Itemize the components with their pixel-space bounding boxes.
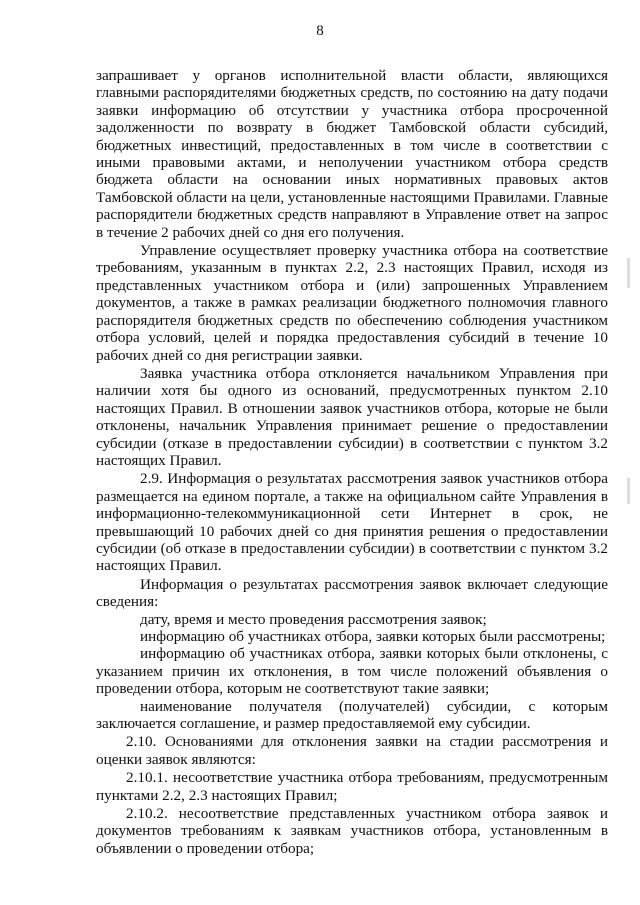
- paragraph-info-includes: Информация о результатах рассмотрения заявок включает следующие сведения:: [96, 575, 608, 611]
- paragraph-2-10: 2.10. Основаниями для отклонения заявки на стадии рассмотрения и оценки заявок являются:: [96, 733, 608, 768]
- scan-margin-mark: [627, 258, 630, 288]
- list-item-reviewed: информацию об участниках отбора, заявки которых были рассмотрены;: [140, 628, 606, 645]
- paragraph-2-10-2: 2.10.2. несоответствие представленных участником отбора заявок и документов требованиям к заявкам участников отбора, установленным в объявлении о проведении отбора;: [96, 805, 608, 857]
- paragraph-1: запрашивает у органов исполнительной власти области, являющихся главными распорядителями бюджетных средств, по состоянию на дату подачи заявки информацию об отсутствии у участника отбора просроченной задолженности по возврату в бюджет Тамбовской области субсидий, бюджетных инвестиций, предоставленных в том числе в соответствии с иными правовыми актами, и неполучении участником отбора средств бюджета области на основании иных нормативных правовых актов Тамбовской области на цели, установленные настоящими Правилами. Главные распорядители бюджетных средств направляют в Управление ответ на запрос в течение 2 рабочих дней со дня его получения.: [96, 67, 608, 241]
- paragraph-2: Управление осуществляет проверку участника отбора на соответствие требованиям, указанным в пунктах 2.2, 2.3 настоящих Правил, исходя из представленных участником отбора и (или) запрошенных Управлением документов, а также в рамках реализации бюджетного полномочия главного распорядителя бюджетных средств по обеспечению соблюдения участником отбора условий, целей и порядка предоставления субсидий в течение 10 рабочих дней со дня регистрации заявки.: [96, 242, 608, 364]
- list-item-recipient: наименование получателя (получателей) субсидии, с которым заключается соглашение, и размер предоставляемой ему субсидии.: [96, 697, 608, 733]
- paragraph-2-9: 2.9. Информация о результатах рассмотрения заявок участников отбора размещается на едином портале, а также на официальном сайте Управления в информационно-телекоммуникационной сети Интернет в срок, не превышающий 10 рабочих дней со дня принятия решения о предоставлении субсидии (об отказе в предоставлении субсидии) в соответствии с пунктом 3.2 настоящих Правил.: [96, 470, 608, 575]
- scan-margin-mark: [627, 478, 630, 504]
- list-item-date: дату, время и место проведения рассмотрения заявок;: [140, 610, 487, 628]
- list-item-rejected: информацию об участниках отбора, заявки которых были отклонены, с указанием причин их отклонения, в том числе положений объявления о проведении отбора, которым не соответствуют такие заявки;: [96, 645, 608, 698]
- page-number: 8: [316, 23, 324, 39]
- paragraph-2-10-1: 2.10.1. несоответствие участника отбора требованиям, предусмотренным пунктами 2.2, 2.3 настоящих Правил;: [96, 769, 608, 804]
- paragraph-3: Заявка участника отбора отклоняется начальником Управления при наличии хотя бы одного из оснований, предусмотренных пунктом 2.10 настоящих Правил. В отношении заявок участников отбора, которые не были отклонены, начальник Управления принимает решение о предоставлении субсидии (отказе в предоставлении субсидии) в соответствии с пунктом 3.2 настоящих Правил.: [96, 364, 608, 469]
- document-body: [96, 67, 608, 857]
